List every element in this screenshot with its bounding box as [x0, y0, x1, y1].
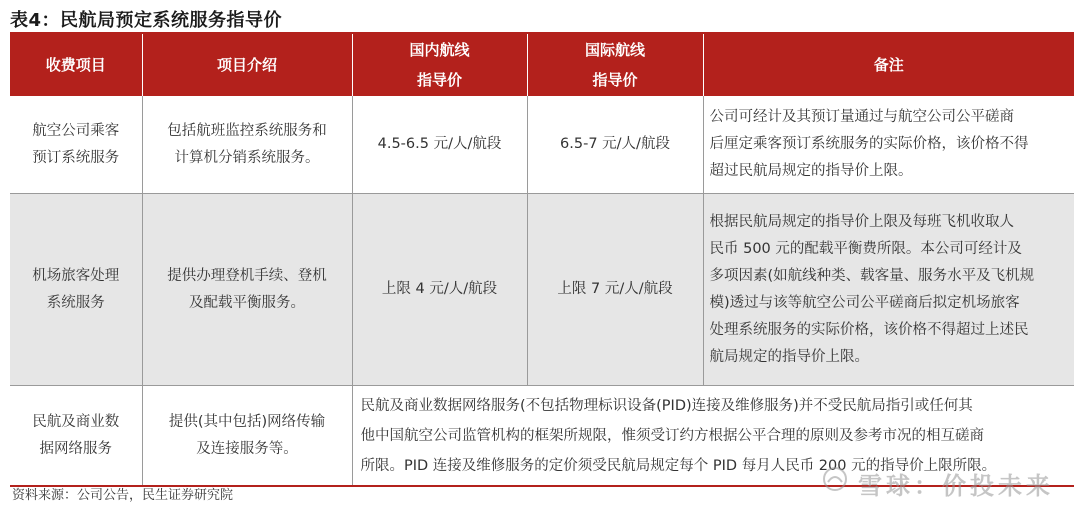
header-international-price — [527, 34, 703, 96]
item-intro-cell — [142, 96, 352, 194]
intro-line: 计算机分销系统服务。 — [174, 149, 320, 166]
remark-line: 公司可经计及其预订量通过与航空公司公平磋商 — [709, 109, 1014, 125]
fee-item-cell — [10, 386, 142, 487]
fee-item-cell — [10, 194, 142, 386]
fee-item-line: 民航及商业数 — [32, 413, 120, 430]
intro-line: 包括航班监控系统服务和 — [167, 122, 327, 139]
header-item-intro: 项目介绍 — [142, 34, 352, 96]
domestic-price-cell: 上限 4 元/人/航段 — [352, 194, 527, 386]
remark-line: 后厘定乘客预订系统服务的实际价格，该价格不得 — [709, 136, 1029, 152]
remark-line: 模)透过与该等航空公司公平磋商后拟定机场旅客 — [709, 294, 1020, 311]
fee-item-line: 航空公司乘客 — [32, 122, 120, 139]
remark-line: 根据民航局规定的指导价上限及每班飞机收取人 — [709, 213, 1014, 230]
header-international-line1: 国际航线 — [584, 41, 645, 59]
intro-line: 提供办理登机手续、登机 — [167, 267, 327, 284]
header-domestic-line2: 指导价 — [416, 71, 462, 89]
remarks-cell — [703, 194, 1074, 386]
fee-item-line: 系统服务 — [46, 294, 105, 311]
item-intro-cell — [142, 194, 352, 386]
fee-item-line: 据网络服务 — [39, 440, 112, 457]
international-price-cell: 6.5-7 元/人/航段 — [527, 96, 703, 194]
header-domestic-line1: 国内航线 — [409, 41, 470, 59]
fee-item-line: 机场旅客处理 — [32, 267, 120, 284]
intro-line: 及连接服务等。 — [196, 440, 298, 457]
header-remarks: 备注 — [703, 34, 1074, 96]
price-guide-table — [10, 34, 1074, 487]
domestic-price-cell: 4.5-6.5 元/人/航段 — [352, 96, 527, 194]
remark-line: 他中国航空公司监管机构的框架所规限，惟须受订约方根据公平合理的原则及参考市况的相互磋商 — [360, 427, 984, 444]
fee-item-cell — [10, 96, 142, 194]
header-domestic-price — [352, 34, 527, 96]
table-row — [10, 194, 1074, 386]
table-row — [10, 96, 1074, 194]
header-international-line2: 指导价 — [592, 71, 638, 89]
international-price-cell: 上限 7 元/人/航段 — [527, 194, 703, 386]
remark-line: 处理系统服务的实际价格，该价格不得超过上述民 — [709, 321, 1029, 338]
item-intro-cell — [142, 386, 352, 487]
fee-item-line: 预订系统服务 — [32, 149, 120, 166]
remark-line: 超过民航局规定的指导价上限。 — [709, 163, 913, 179]
watermark: 雪球：价投未来 — [858, 472, 1054, 500]
header-fee-item: 收费项目 — [10, 34, 142, 96]
source-note: 资料来源：公司公告，民生证券研究院 — [12, 488, 234, 503]
table-title: 表4：民航局预定系统服务指导价 — [10, 10, 283, 31]
intro-line: 提供(其中包括)网络传输 — [168, 413, 326, 430]
table-header-row — [10, 34, 1074, 96]
watermark-logo-icon — [822, 466, 848, 492]
remark-line: 民币 500 元的配载平衡费所限。本公司可经计及 — [709, 240, 1022, 257]
remark-line: 所限。PID 连接及维修服务的定价须受民航局规定每个 PID 每月人民币 200 元的指导价上限所限。 — [360, 457, 997, 474]
remark-line: 民航及商业数据网络服务(不包括物理标识设备(PID)连接及维修服务)并不受民航局指引或任何其 — [360, 397, 973, 414]
remarks-cell — [703, 96, 1074, 194]
remark-line: 航局规定的指导价上限。 — [709, 348, 869, 365]
intro-line: 及配载平衡服务。 — [189, 294, 305, 311]
remark-line: 多项因素(如航线种类、载客量、服务水平及飞机规 — [709, 267, 1035, 284]
